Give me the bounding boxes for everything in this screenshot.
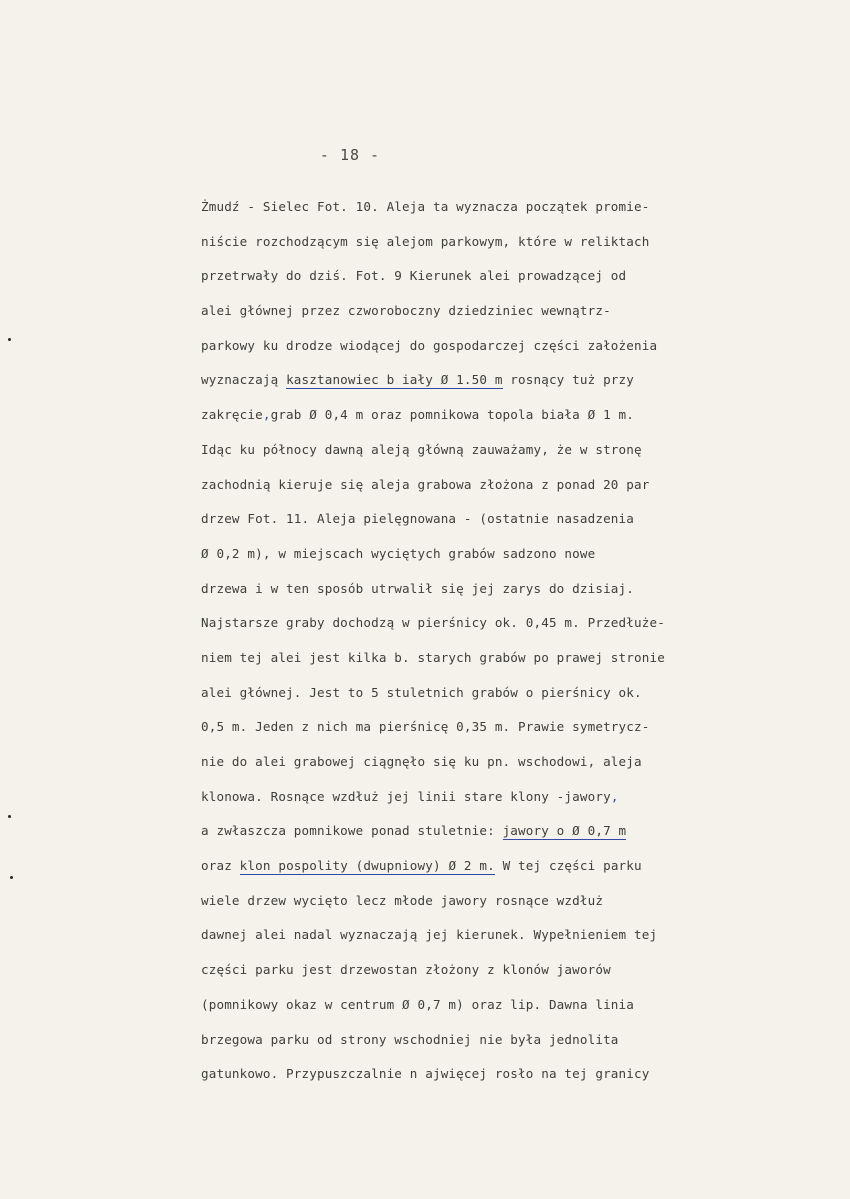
punch-dot bbox=[8, 815, 11, 818]
text-line: brzegowa parku od strony wschodniej nie była jednolita bbox=[201, 1031, 619, 1047]
handwritten-comma: , bbox=[262, 407, 271, 423]
handwritten-comma: , bbox=[610, 788, 619, 804]
text-line: alei głównej przez czworoboczny dziedziniec wewnątrz- bbox=[201, 303, 611, 319]
punch-dot bbox=[8, 338, 11, 341]
text-line: części parku jest drzewostan złożony z klonów jaworów bbox=[201, 962, 611, 978]
text-line: wiele drzew wycięto lecz młode jawory rosnące wzdłuż bbox=[201, 892, 604, 908]
underlined-phrase: jawory o Ø 0,7 m bbox=[502, 823, 627, 839]
text-line: oraz klon pospolity (dwupniowy) Ø 2 m. W tej części parku bbox=[201, 858, 642, 874]
text-line: a zwłaszcza pomnikowe ponad stuletnie: jawory o Ø 0,7 m bbox=[201, 823, 627, 839]
text-line: klonowa. Rosnące wzdłuż jej linii stare klony -jawory, bbox=[201, 788, 619, 804]
text-line: niście rozchodzącym się alejom parkowym, które w reliktach bbox=[201, 233, 650, 249]
page-number: - 18 - bbox=[319, 146, 381, 164]
text-line: gatunkowo. Przypuszczalnie n ajwięcej rosło na tej granicy bbox=[201, 1066, 650, 1082]
text-line: nie do alei grabowej ciągnęło się ku pn. wschodowi, aleja bbox=[201, 754, 642, 769]
text-line: zakręcie,grab Ø 0,4 m oraz pomnikowa topola biała Ø 1 m. bbox=[201, 407, 635, 423]
text-line: (pomnikowy okaz w centrum Ø 0,7 m) oraz lip. Dawna linia bbox=[201, 996, 634, 1012]
text-line: przetrwały do dziś. Fot. 9 Kierunek alei prowadzącej od bbox=[201, 268, 627, 284]
text-line: Idąc ku północy dawną aleją główną zauważamy, że w stronę bbox=[201, 441, 642, 457]
text-line: zachodnią kieruje się aleja grabowa złożona z ponad 20 par bbox=[201, 476, 650, 492]
text-line: drzew Fot. 11. Aleja pielęgnowana - (ostatnie nasadzenia bbox=[201, 511, 634, 527]
text-line: niem tej alei jest kilka b. starych grabów po prawej stronie bbox=[201, 649, 665, 665]
text-line: Ø 0,2 m), w miejscach wyciętych grabów sadzono nowe bbox=[201, 545, 596, 561]
text-line: drzewa i w ten sposób utrwalił się jej zarys do dzisiaj. bbox=[201, 580, 634, 596]
underlined-phrase: klon pospolity (dwupniowy) Ø 2 m. bbox=[239, 858, 495, 874]
text-line: parkowy ku drodze wiodącej do gospodarczej części założenia bbox=[201, 337, 658, 353]
text-line: wyznaczają kasztanowiec b iały Ø 1.50 m rosnący tuż przy bbox=[201, 372, 635, 388]
text-line: alei głównej. Jest to 5 stuletnich grabów o pierśnicy ok. bbox=[201, 684, 642, 700]
underlined-phrase: kasztanowiec b iały Ø 1.50 m bbox=[286, 372, 503, 388]
body-text bbox=[201, 190, 821, 1092]
punch-dot bbox=[10, 876, 13, 879]
text-line: Żmudź - Sielec Fot. 10. Aleja ta wyznacza początek promie- bbox=[201, 199, 650, 214]
text-line: dawnej alei nadal wyznaczają jej kierunek. Wypełnieniem tej bbox=[201, 927, 658, 943]
text-line: 0,5 m. Jeden z nich ma pierśnicę 0,35 m. Prawie symetrycz- bbox=[201, 719, 650, 735]
text-line: Najstarsze graby dochodzą w pierśnicy ok. 0,45 m. Przedłuże- bbox=[201, 615, 665, 631]
